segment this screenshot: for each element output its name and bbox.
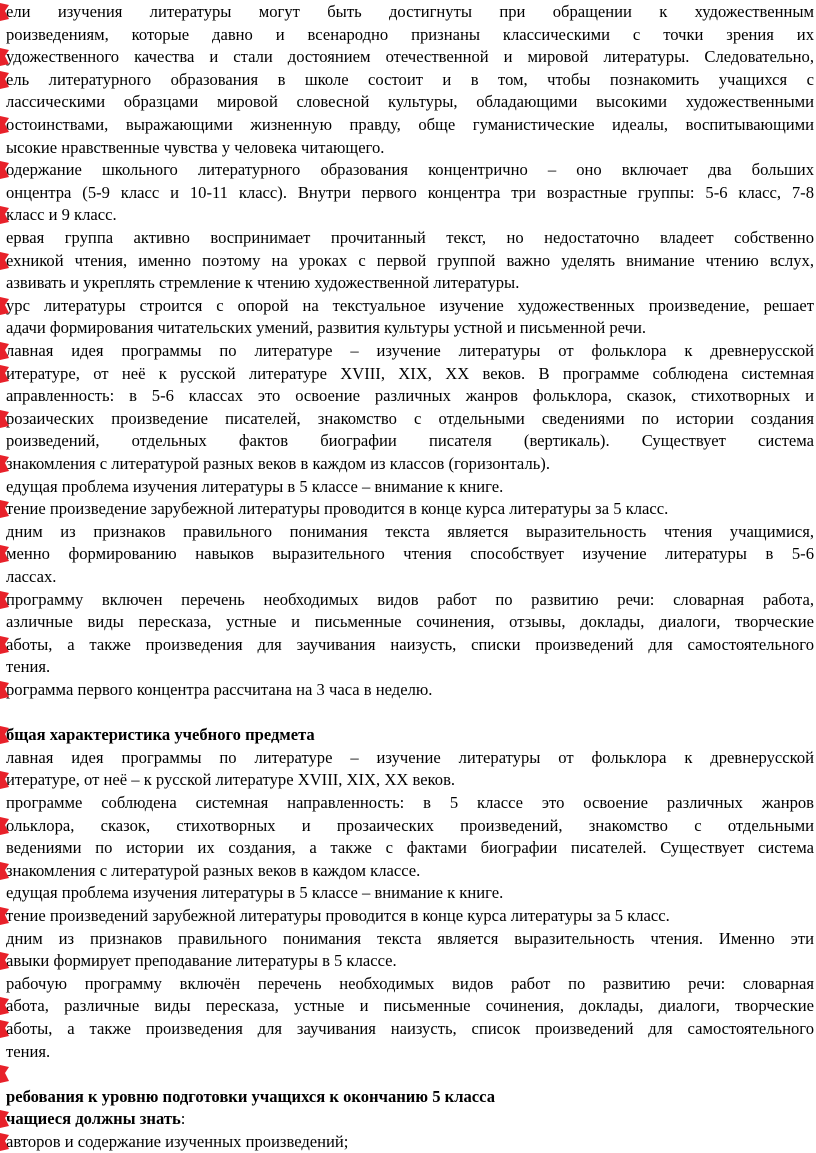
text-line: дним из признаков правильного понимания текста является выразительность чтения. Именно эти: [6, 928, 814, 948]
text-line: программу включен перечень необходимых видов работ по развитию речи: словарная работа,: [6, 589, 814, 609]
text-line: рабочую программу включён перечень необходимых видов работ по развитию речи: словарная: [6, 973, 814, 993]
text-line: едущая проблема изучения литературы в 5 классе – внимание к книге.: [6, 476, 504, 496]
text-line: едущая проблема изучения литературы в 5 классе – внимание к книге.: [6, 883, 504, 903]
text-line: адачи формирования читательских умений, развития культуры устной и письменной речи.: [6, 318, 646, 338]
text-line: итературе, от неё – к русской литературе XVIII, XIX, XX веков.: [6, 770, 456, 790]
text-line: удожественного качества и стали достоянием отечественной и мировой литературы. Следовательно,: [6, 47, 814, 67]
red-marker-icon: [0, 116, 10, 134]
text-line: тение произведений зарубежной литературы проводится в конце курса литературы за 5 класс.: [6, 906, 670, 925]
red-marker-icon: [0, 681, 10, 699]
red-marker-icon: [0, 1065, 10, 1083]
text-line: лавная идея программы по литературе – изучение литературы от фольклора к древнерусской: [6, 747, 814, 767]
text-line: онцентра (5-9 класс и 10-11 класс). Внутри первого концентра три возрастные группы: 5-6 класс, 7-8: [6, 182, 814, 202]
text-line: лассическими образцами мировой словесной культуры, обладающими высокими художественными: [6, 92, 814, 112]
text-line: менно формированию навыков выразительного чтения способствует изучение литературы в 5-6: [6, 544, 814, 564]
section-heading: ребования к уровню подготовки учащихся к окончанию 5 класса: [6, 1086, 496, 1106]
red-marker-icon: [0, 1110, 10, 1128]
text-line: роизведений, отдельных фактов биографии писателя (вертикаль). Существует система: [6, 431, 814, 451]
red-marker-icon: [0, 636, 10, 654]
red-marker-icon: [0, 365, 10, 383]
text-line: ели изучения литературы могут быть достигнуты при обращении к художественным: [6, 2, 814, 21]
text-line: авыки формирует преподавание литературы в 5 классе.: [6, 951, 397, 971]
text-line-suffix: :: [180, 1109, 186, 1129]
text-line-bold-part: чащиеся должны знать: [6, 1109, 181, 1129]
text-line: [6, 1062, 814, 1085]
red-marker-icon: [0, 545, 10, 563]
text-line: аправленность: в 5-6 классах это освоение различных жанров фольклора, сказок, стихотворных и: [6, 386, 814, 406]
red-marker-icon: [0, 1133, 10, 1151]
text-line: знакомления с литературой разных веков в каждом из классов (горизонталь).: [6, 454, 550, 473]
text-line: аботы, а также произведения для заучивания наизусть, список произведений для самостоятельного: [6, 1019, 814, 1038]
text-line: абота, различные виды пересказа, устные и письменные сочинения, доклады, диалоги, творческие: [6, 996, 814, 1016]
text-line: розаических произведение писателей, знакомство с отдельными сведениями по истории создания: [6, 408, 814, 428]
text-line: ысокие нравственные чувства у человека читающего.: [6, 137, 385, 157]
text-line: дним из признаков правильного понимания текста является выразительность чтения учащимися,: [6, 521, 814, 541]
text-line: лавная идея программы по литературе – изучение литературы от фольклора к древнерусской: [6, 341, 814, 360]
red-marker-icon: [0, 410, 10, 428]
red-marker-icon: [0, 48, 10, 66]
text-line: тения.: [6, 657, 51, 677]
section-heading: [6, 1107, 814, 1130]
text-line: ехникой чтения, именно поэтому на уроках с первой группой важно уделять внимание чтению вслух,: [6, 250, 814, 270]
text-line: тение произведение зарубежной литературы проводится в конце курса литературы за 5 класс.: [6, 499, 669, 519]
text-line: аботы, а также произведения для заучивания наизусть, списки произведений для самостоятельного: [6, 634, 814, 654]
text-line: ведениями по истории их создания, а также с фактами биографии писателей. Существует система: [6, 838, 814, 858]
text-line: итературе, от неё к русской литературе XVIII, XIX, XX веков. В программе соблюдена системная: [6, 363, 814, 383]
text-line: лассах.: [6, 567, 57, 586]
red-marker-icon: [0, 455, 10, 473]
red-marker-icon: [0, 206, 10, 224]
text-line: одержание школьного литературного образования концентрично – оно включает два больших: [6, 160, 814, 180]
red-marker-icon: [0, 591, 10, 609]
text-line: [6, 701, 814, 724]
text-line: ель литературного образования в школе состоит и в том, чтобы познакомить учащихся с: [6, 69, 814, 89]
text-line: знакомления с литературой разных веков в каждом классе.: [6, 860, 421, 880]
text-line: рограмма первого концентра рассчитана на 3 часа в неделю.: [6, 680, 433, 699]
red-marker-icon: [0, 71, 10, 89]
red-marker-icon: [0, 771, 10, 789]
red-marker-icon: [0, 161, 10, 179]
red-marker-icon: [0, 862, 10, 880]
red-marker-icon: [0, 997, 10, 1015]
text-line: урс литературы строится с опорой на текстуальное изучение художественных произведение, решает: [6, 295, 814, 315]
red-marker-icon: [0, 342, 10, 360]
text-line: программе соблюдена системная направленность: в 5 классе это освоение различных жанров: [6, 793, 814, 812]
red-marker-icon: [0, 1020, 10, 1038]
text-line: тения.: [6, 1041, 51, 1061]
text-line: азвивать и укреплять стремление к чтению художественной литературы.: [6, 273, 520, 293]
red-marker-icon: [0, 952, 10, 970]
red-marker-icon: [0, 726, 10, 744]
text-line: азличные виды пересказа, устные и письменные сочинения, отзывы, доклады, диалоги, творческие: [6, 612, 814, 632]
text-line: ольклора, сказок, стихотворных и прозаических произведений, знакомство с отдельными: [6, 815, 814, 835]
section-heading: бщая характеристика учебного предмета: [6, 725, 315, 745]
red-marker-icon: [0, 907, 10, 925]
text-line: класс и 9 класс.: [6, 205, 117, 225]
red-marker-icon: [0, 297, 10, 315]
text-line: остоинствами, выражающими жизненную правду, обще гуманистические идеалы, воспитывающими: [6, 115, 814, 134]
red-marker-icon: [0, 817, 10, 835]
text-line: авторов и содержание изученных произведений;: [6, 1132, 349, 1151]
red-marker-icon: [0, 252, 10, 270]
text-line: ервая группа активно воспринимает прочитанный текст, но недостаточно владеет собственно: [6, 228, 814, 247]
red-marker-icon: [0, 500, 10, 518]
red-marker-icon: [0, 3, 10, 21]
text-line: роизведениям, которые давно и всенародно признаны классическими с точки зрения их: [6, 24, 814, 44]
